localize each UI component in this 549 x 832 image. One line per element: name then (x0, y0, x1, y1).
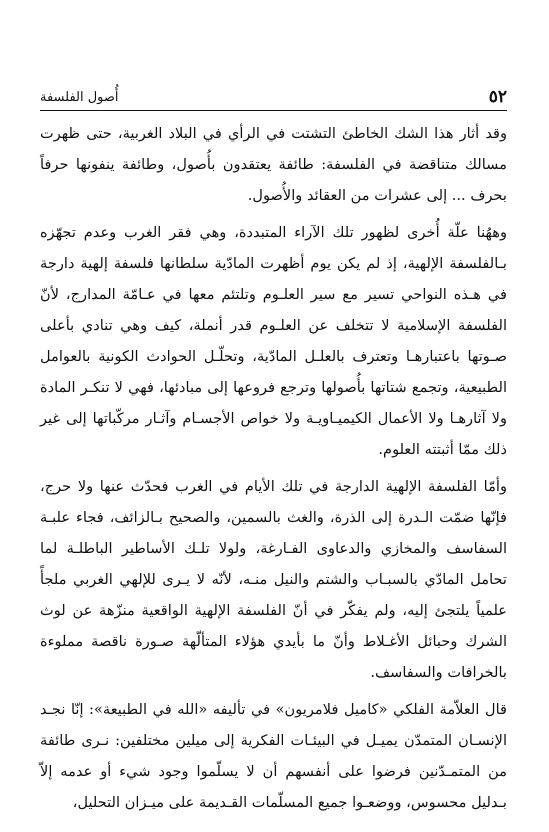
page-number: ٥٢ (488, 87, 507, 107)
paragraph-2: وههُنا علّة أُخرى لظهور تلك الآراء المتبددة، وهي فقر الغرب وعدم تجهّزه بـالفلسفة الإلهية، إذ لم يكن يوم أظهرت المادّية سلطانها فلسفة إلهية دارجة في هـذه النواحي تسير مع سير العلـوم وتلتئم معها في عـامّة المدارج، لأنّ الفلسفة الإسلامية لا تتخلف عن العلـوم قدر أنملة، كيف وهي تنادي بأعلى صـوتها باعتبارهـا وتعترف بالعلـل المادّية، وتحلّـل الحوادث الكونية بالعوامل الطبيعية، وتجمع شتاتها بأُصولها وترجع فروعها إلى مبادئها، فهي لا تنكـر المادة ولا آثارهـا ولا الأعمال الكيميـاويـة ولا خواص الأجسـام وآثـار مركّباتها إلى غير ذلك ممّا أثبتته العلوم. (40, 224, 507, 458)
running-title: أُصول الفلسفة (40, 90, 119, 105)
paragraph-1: وقد أثار هذا الشك الخاطئ التشتت في الرأي في البلاد الغربية، حتى ظهرت مسالك متناقضة في الفلسفة: طائفة يعتقدون بأُصول، وطائفة ينفونها حرفاً بحرف ... إلى عشرات من العقائد والأُصول. (40, 125, 507, 204)
paragraph-4: قال العلاّمة الفلكي «كاميل فلامريون» في تأليفه «الله في الطبيعة»: إنّا نجـد الإنسـان المتمدّن يميـل في البيئـات الفكرية إلى ميلين مختلفين: نـرى طائفة من المتمـدّنين فرضوا على أنفسهم أن لا يسلّموا وجود شيء أو عدمه إلاّ بـدليل محسوس، ووضعـوا جميع المسلّمات القـديمة على ميـزان التحليل، (40, 701, 507, 811)
paragraph-3: وأمّا الفلسفة الإلهية الدارجة في تلك الأيام في الغرب فحدّث عنها ولا حرج، فإنّها ضمّت الـدرة إلى الذرة، والغث بالسمين، والصحيح بـالزائف، فجاء علبـة السفاسف والمخازي والدعاوى الفـارغة، ولولا تلـك الأساطير الباطلـة لما تحامل المادّي بالسبـاب والشتم والنيل منـه، لأنّه لا يـرى للإلهي الغربي ملجأً علمياً يلتجئ إليه، ولم يفكّر في أنّ الفلسفة الإلهية الواقعية منزّهة عن لوث الشرك وحبائل الأغـلاط وأنّ ما بأيدي هؤلاء المتألّهة صـورة ناقصة مملوءة بالخرافات والسفاسف. (40, 478, 507, 681)
body-text (40, 118, 507, 818)
page-header (40, 86, 507, 111)
